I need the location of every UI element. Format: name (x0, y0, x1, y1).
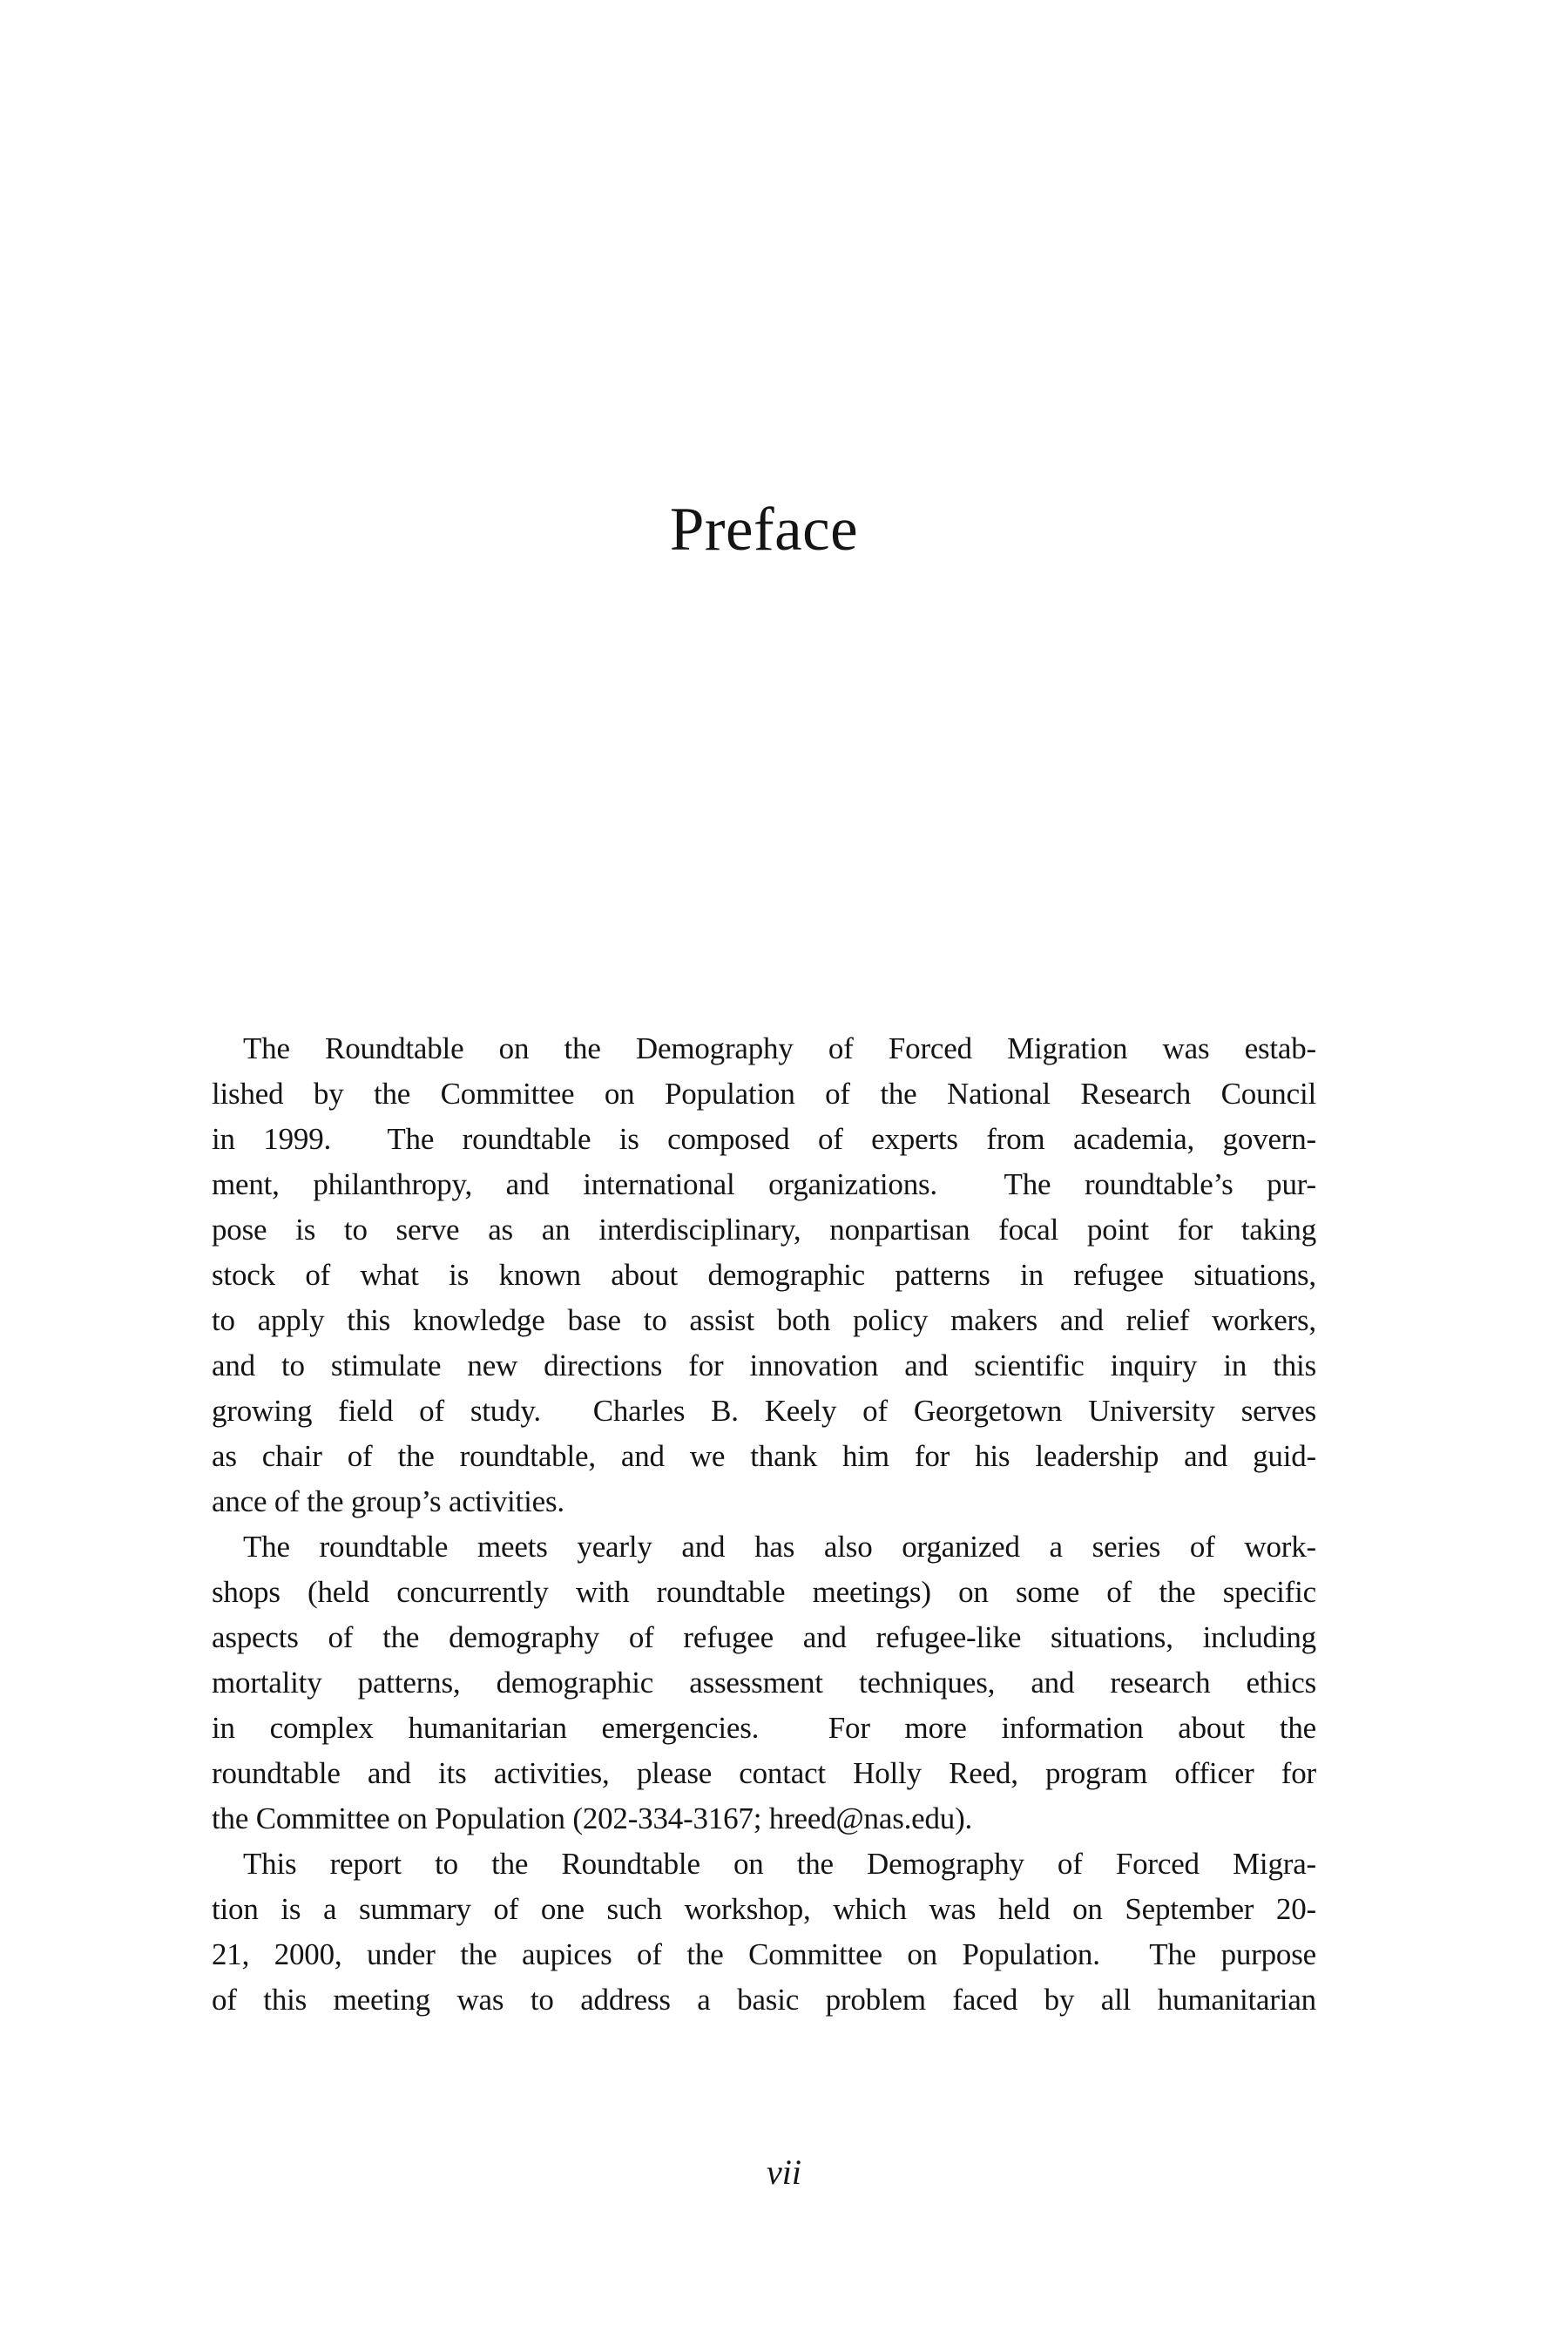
paragraph (212, 1524, 1316, 1842)
paragraph (212, 1026, 1316, 1524)
text-line: This report to the Roundtable on the Demography of Forced Migra- (243, 1847, 1316, 1881)
text-line: the Committee on Population (202-334-3167; hreed@nas.edu). (212, 1801, 973, 1835)
text-line: of this meeting was to address a basic problem faced by all humanitarian (212, 1983, 1316, 2017)
page-title: Preface (669, 496, 859, 564)
page-number: vii (767, 2153, 801, 2192)
text-line: ance of the group’s activities. (212, 1484, 564, 1518)
text-line: tion is a summary of one such workshop, which was held on September 20- (212, 1892, 1316, 1926)
text-line: to apply this knowledge base to assist both policy makers and relief workers, (212, 1303, 1316, 1337)
text-line: pose is to serve as an interdisciplinary, nonpartisan focal point for taking (212, 1213, 1316, 1247)
body-text (212, 1026, 1316, 2023)
text-line: The roundtable meets yearly and has also organized a series of work- (243, 1530, 1316, 1564)
text-line: as chair of the roundtable, and we thank him for his leadership and guid- (212, 1439, 1316, 1473)
text-line: The Roundtable on the Demography of Forced Migration was estab- (243, 1031, 1316, 1065)
text-line: ment, philanthropy, and international organizations. The roundtable’s pur- (212, 1167, 1316, 1201)
text-line: growing field of study. Charles B. Keely of Georgetown University serves (212, 1394, 1316, 1428)
text-line: mortality patterns, demographic assessment techniques, and research ethics (212, 1666, 1316, 1700)
text-line: 21, 2000, under the aupices of the Committee on Population. The purpose (212, 1937, 1316, 1971)
text-line: and to stimulate new directions for innovation and scientific inquiry in this (212, 1348, 1316, 1382)
text-line: in 1999. The roundtable is composed of experts from academia, govern- (212, 1122, 1316, 1156)
text-line: roundtable and its activities, please contact Holly Reed, program officer for (212, 1756, 1316, 1790)
text-line: shops (held concurrently with roundtable meetings) on some of the specific (212, 1575, 1316, 1609)
text-line: aspects of the demography of refugee and refugee-like situations, including (212, 1620, 1316, 1654)
text-line: in complex humanitarian emergencies. For more information about the (212, 1711, 1316, 1745)
paragraph (212, 1842, 1316, 2023)
text-line: lished by the Committee on Population of the National Research Council (212, 1077, 1316, 1111)
text-line: stock of what is known about demographic patterns in refugee situations, (212, 1258, 1316, 1292)
